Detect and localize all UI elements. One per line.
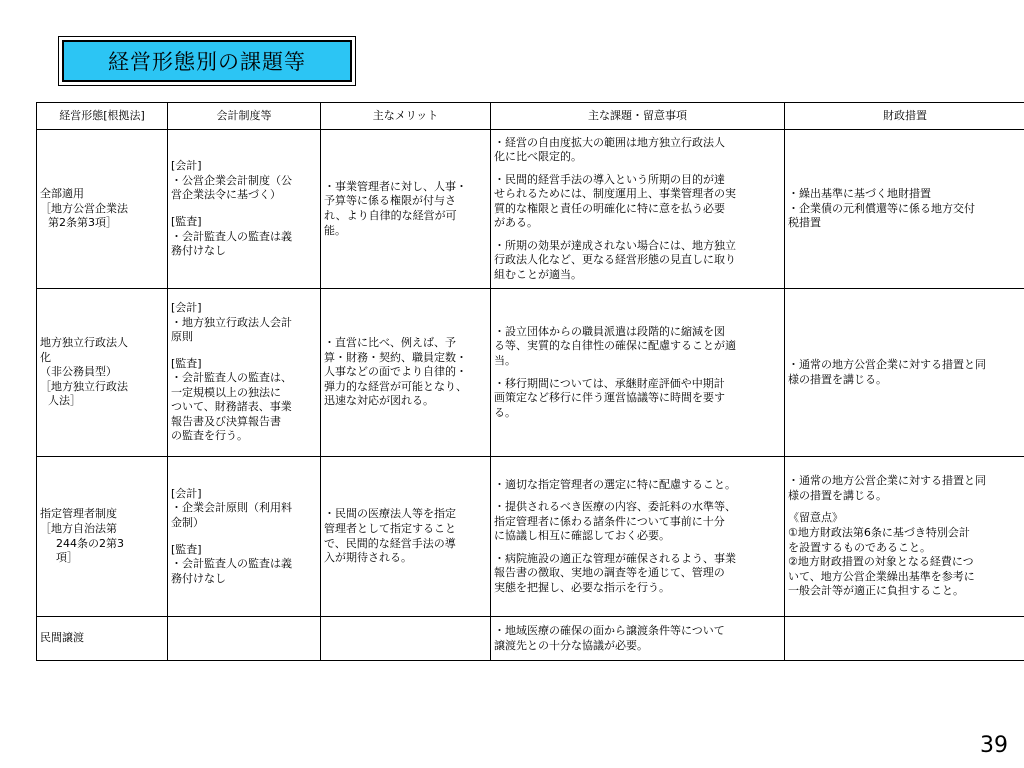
cell-accounting: [会計] ・地方独立行政法人会計 原則 [監査] ・会計監査人の監査は、 一定規模以上の独法に ついて、財務諸表、事業 報告書及び決算報告書 の監査を行う。: [168, 289, 321, 457]
cell-issues: ・設立団体からの職員派遣は段階的に縮減を図 る等、実質的な自律性の確保に配慮することが適 当。 ・移行期間については、承継財産評価や中期計 画策定など移行に伴う運営協議等に時間を要す る。: [491, 289, 785, 457]
cell-merit: [321, 617, 491, 661]
cell-form: 全部適用 ［地方公営企業法 第2条第3項］: [37, 130, 168, 289]
table-row: [37, 457, 1024, 617]
cell-merit: ・直営に比べ、例えば、予 算・財務・契約、職員定数・ 人事などの面でより自律的・ 弾力的な経営が可能となり、 迅速な対応が図れる。: [321, 289, 491, 457]
cell-accounting: [会計] ・企業会計原則（利用料 金制） [監査] ・会計監査人の監査は義 務付けなし: [168, 457, 321, 617]
header-main-merits: 主なメリット: [321, 103, 491, 130]
table-row: [37, 617, 1024, 661]
cell-issues: ・地域医療の確保の面から譲渡条件等について 譲渡先との十分な協議が必要。: [491, 617, 785, 661]
slide-title: 経営形態別の課題等: [62, 40, 352, 82]
header-financial-measures: 財政措置: [785, 103, 1024, 130]
table-row: [37, 130, 1024, 289]
cell-finance: ・通常の地方公営企業に対する措置と同 様の措置を講じる。: [785, 289, 1024, 457]
cell-merit: ・事業管理者に対し、人事・ 予算等に係る権限が付与さ れ、より自律的な経営が可 能。: [321, 130, 491, 289]
cell-finance: ・繰出基準に基づく地財措置 ・企業債の元利償還等に係る地方交付 税措置: [785, 130, 1024, 289]
header-management-form: 経営形態[根拠法]: [37, 103, 168, 130]
cell-issues: ・経営の自由度拡大の範囲は地方独立行政法人 化に比べ限定的。 ・民間的経営手法の導入という所期の目的が達 せられるためには、制度運用上、事業管理者の実 質的な権限と責任の明確化に特に意を払う必要 がある。 ・所期の効果が達成されない場合には、地方独立 行政法人化など、更なる経営形態の見直しに取り 組むことが適当。: [491, 130, 785, 289]
cell-issues: ・適切な指定管理者の選定に特に配慮すること。 ・提供されるべき医療の内容、委託料の水準等、 指定管理者に係わる諸条件について事前に十分 に協議し相互に確認しておく必要。 ・病院施設の適正な管理が確保されるよう、事業 報告書の徴取、実地の調査等を通じて、管理の 実態を把握し、必要な指示を行う。: [491, 457, 785, 617]
cell-form: 指定管理者制度 ［地方自治法第 244条の2第3 項］: [37, 457, 168, 617]
header-issues: 主な課題・留意事項: [491, 103, 785, 130]
cell-form: 地方独立行政法人 化 （非公務員型） ［地方独立行政法 人法］: [37, 289, 168, 457]
cell-form: 民間譲渡: [37, 617, 168, 661]
management-form-table: [36, 102, 1024, 661]
cell-accounting: [会計] ・公営企業会計制度（公 営企業法令に基づく） [監査] ・会計監査人の監査は義 務付けなし: [168, 130, 321, 289]
table-row: [37, 289, 1024, 457]
page-number: 39: [980, 733, 1008, 758]
title-box: [58, 36, 356, 86]
header-accounting-system: 会計制度等: [168, 103, 321, 130]
cell-accounting: [168, 617, 321, 661]
cell-merit: ・民間の医療法人等を指定 管理者として指定すること で、民間的な経営手法の導 入が期待される。: [321, 457, 491, 617]
cell-finance: ・通常の地方公営企業に対する措置と同 様の措置を講じる。 《留意点》 ①地方財政法第6条に基づき特別会計 を設置するものであること。 ②地方財政措置の対象となる経費につ いて、地方公営企業繰出基準を参考に 一般会計等が適正に負担すること。: [785, 457, 1024, 617]
cell-finance: [785, 617, 1024, 661]
header-row: [37, 103, 1024, 130]
